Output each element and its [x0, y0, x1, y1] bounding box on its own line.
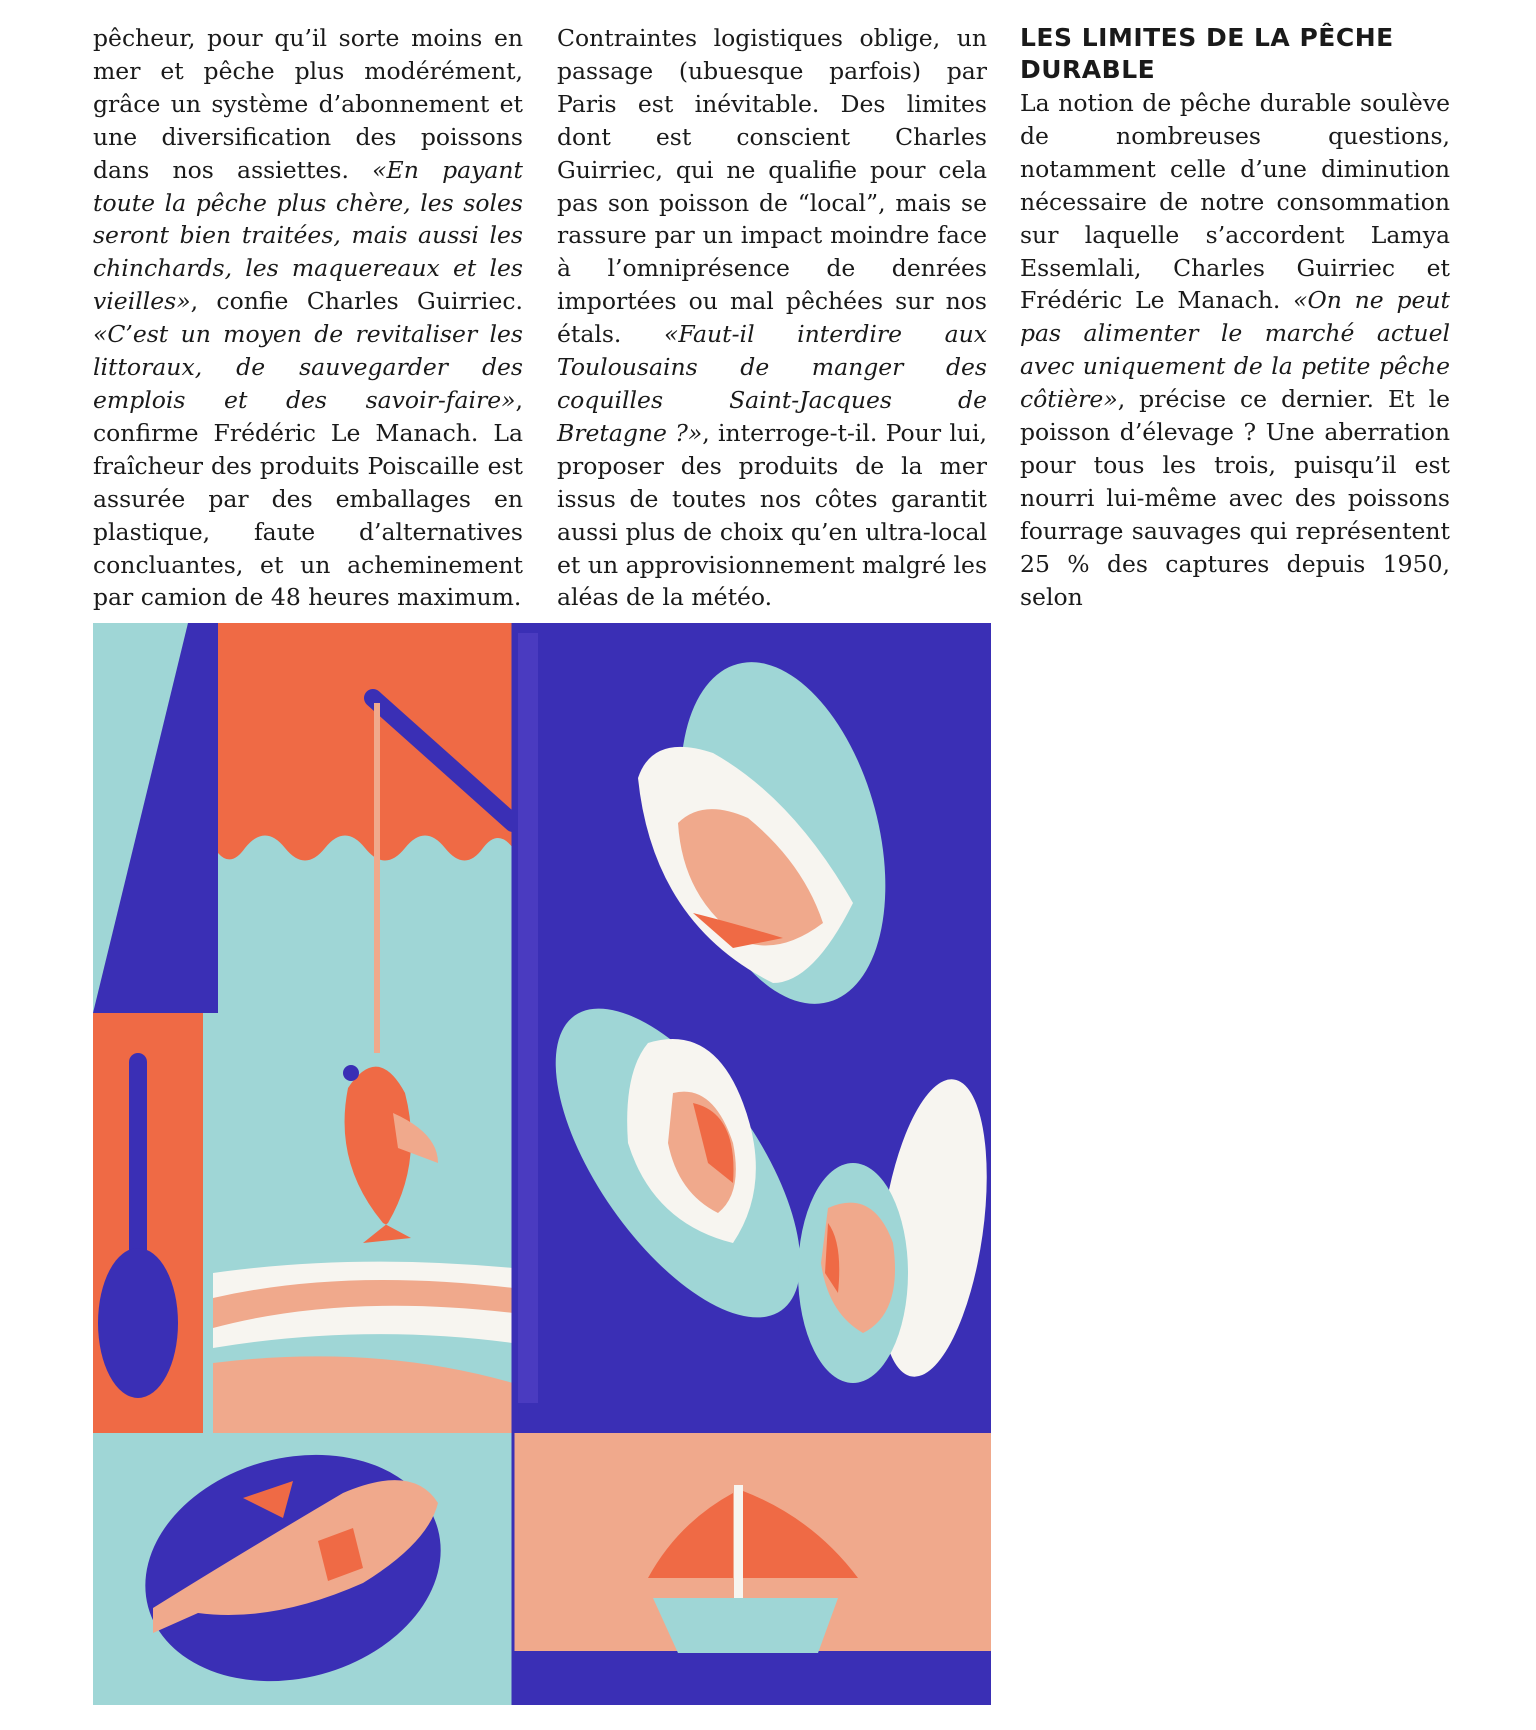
quote: «On ne peut pas alimenter le marché actuel avec uniquement de la petite pêche côtière» [1020, 286, 1450, 414]
paragraph [557, 22, 987, 614]
illustration [93, 623, 991, 1705]
sea-band [513, 1651, 991, 1705]
body-text: Contraintes logistiques oblige, un passage (ubuesque parfois) par Paris est inévitable. Des limites dont est conscient Charles Guirriec, qui ne qualifie pour cela pas son poisson de “local”, mais se rassure par un impact moindre face à l’omniprésence de denrées importées ou mal pêchées sur nos étals. [557, 24, 987, 349]
article-column-3 [1020, 22, 1450, 614]
body-text: , confirme Frédéric Le Manach. La fraîcheur des produits Poiscaille est assurée par des emballages en plastique, faute d’alternatives concluantes, et un acheminement par camion de 48 heures maximum. [93, 385, 523, 612]
article-column-2 [557, 22, 987, 614]
body-text: pêcheur, pour qu’il sorte moins en mer et pêche plus modérément, grâce un système d’abonnement et une diversification des poissons dans nos assiettes. [93, 24, 523, 184]
paragraph [1020, 87, 1450, 614]
body-text: , interroge-t-il. Pour lui, proposer des produits de la mer issus de toutes nos côtes garantit aussi plus de choix qu’en ultra-local et un approvisionnement malgré les aléas de la météo. [557, 418, 987, 612]
section-heading: LES LIMITES DE LA PÊCHE DURABLE [1020, 23, 1394, 84]
awning [218, 623, 513, 861]
article-column-1 [93, 22, 523, 614]
spoon-bowl [98, 1248, 178, 1398]
body-text: , précise ce dernier. Et le poisson d’élevage ? Une aberration pour tous les trois, puisqu’il est nourri lui-même avec des poissons fourrage sauvages qui représentent 25 % des captures depuis 1950, selon [1020, 385, 1450, 611]
body-text: , confie Charles Guirriec. [190, 287, 523, 316]
quote: «En payant toute la pêche plus chère, les soles seront bien traitées, mais aussi les chinchards, les maquereaux et les vieilles» [93, 155, 523, 316]
quote: «Faut-il interdire aux Toulousains de manger des coquilles Saint-Jacques de Bretagne ?» [557, 320, 987, 447]
body-text: La notion de pêche durable soulève de nombreuses questions, notamment celle d’une diminution nécessaire de notre consommation sur laquelle s’accordent Lamya Essemlali, Charles Guirriec et Frédéric Le Manach. [1020, 89, 1450, 315]
boat-hull [653, 1598, 838, 1653]
quote: «C’est un moyen de revitaliser les littoraux, de sauvegarder des emplois et des savoir-faire» [93, 320, 523, 414]
paragraph [93, 22, 523, 614]
seafood-illustration [93, 623, 991, 1705]
fish-eye [343, 1065, 359, 1081]
